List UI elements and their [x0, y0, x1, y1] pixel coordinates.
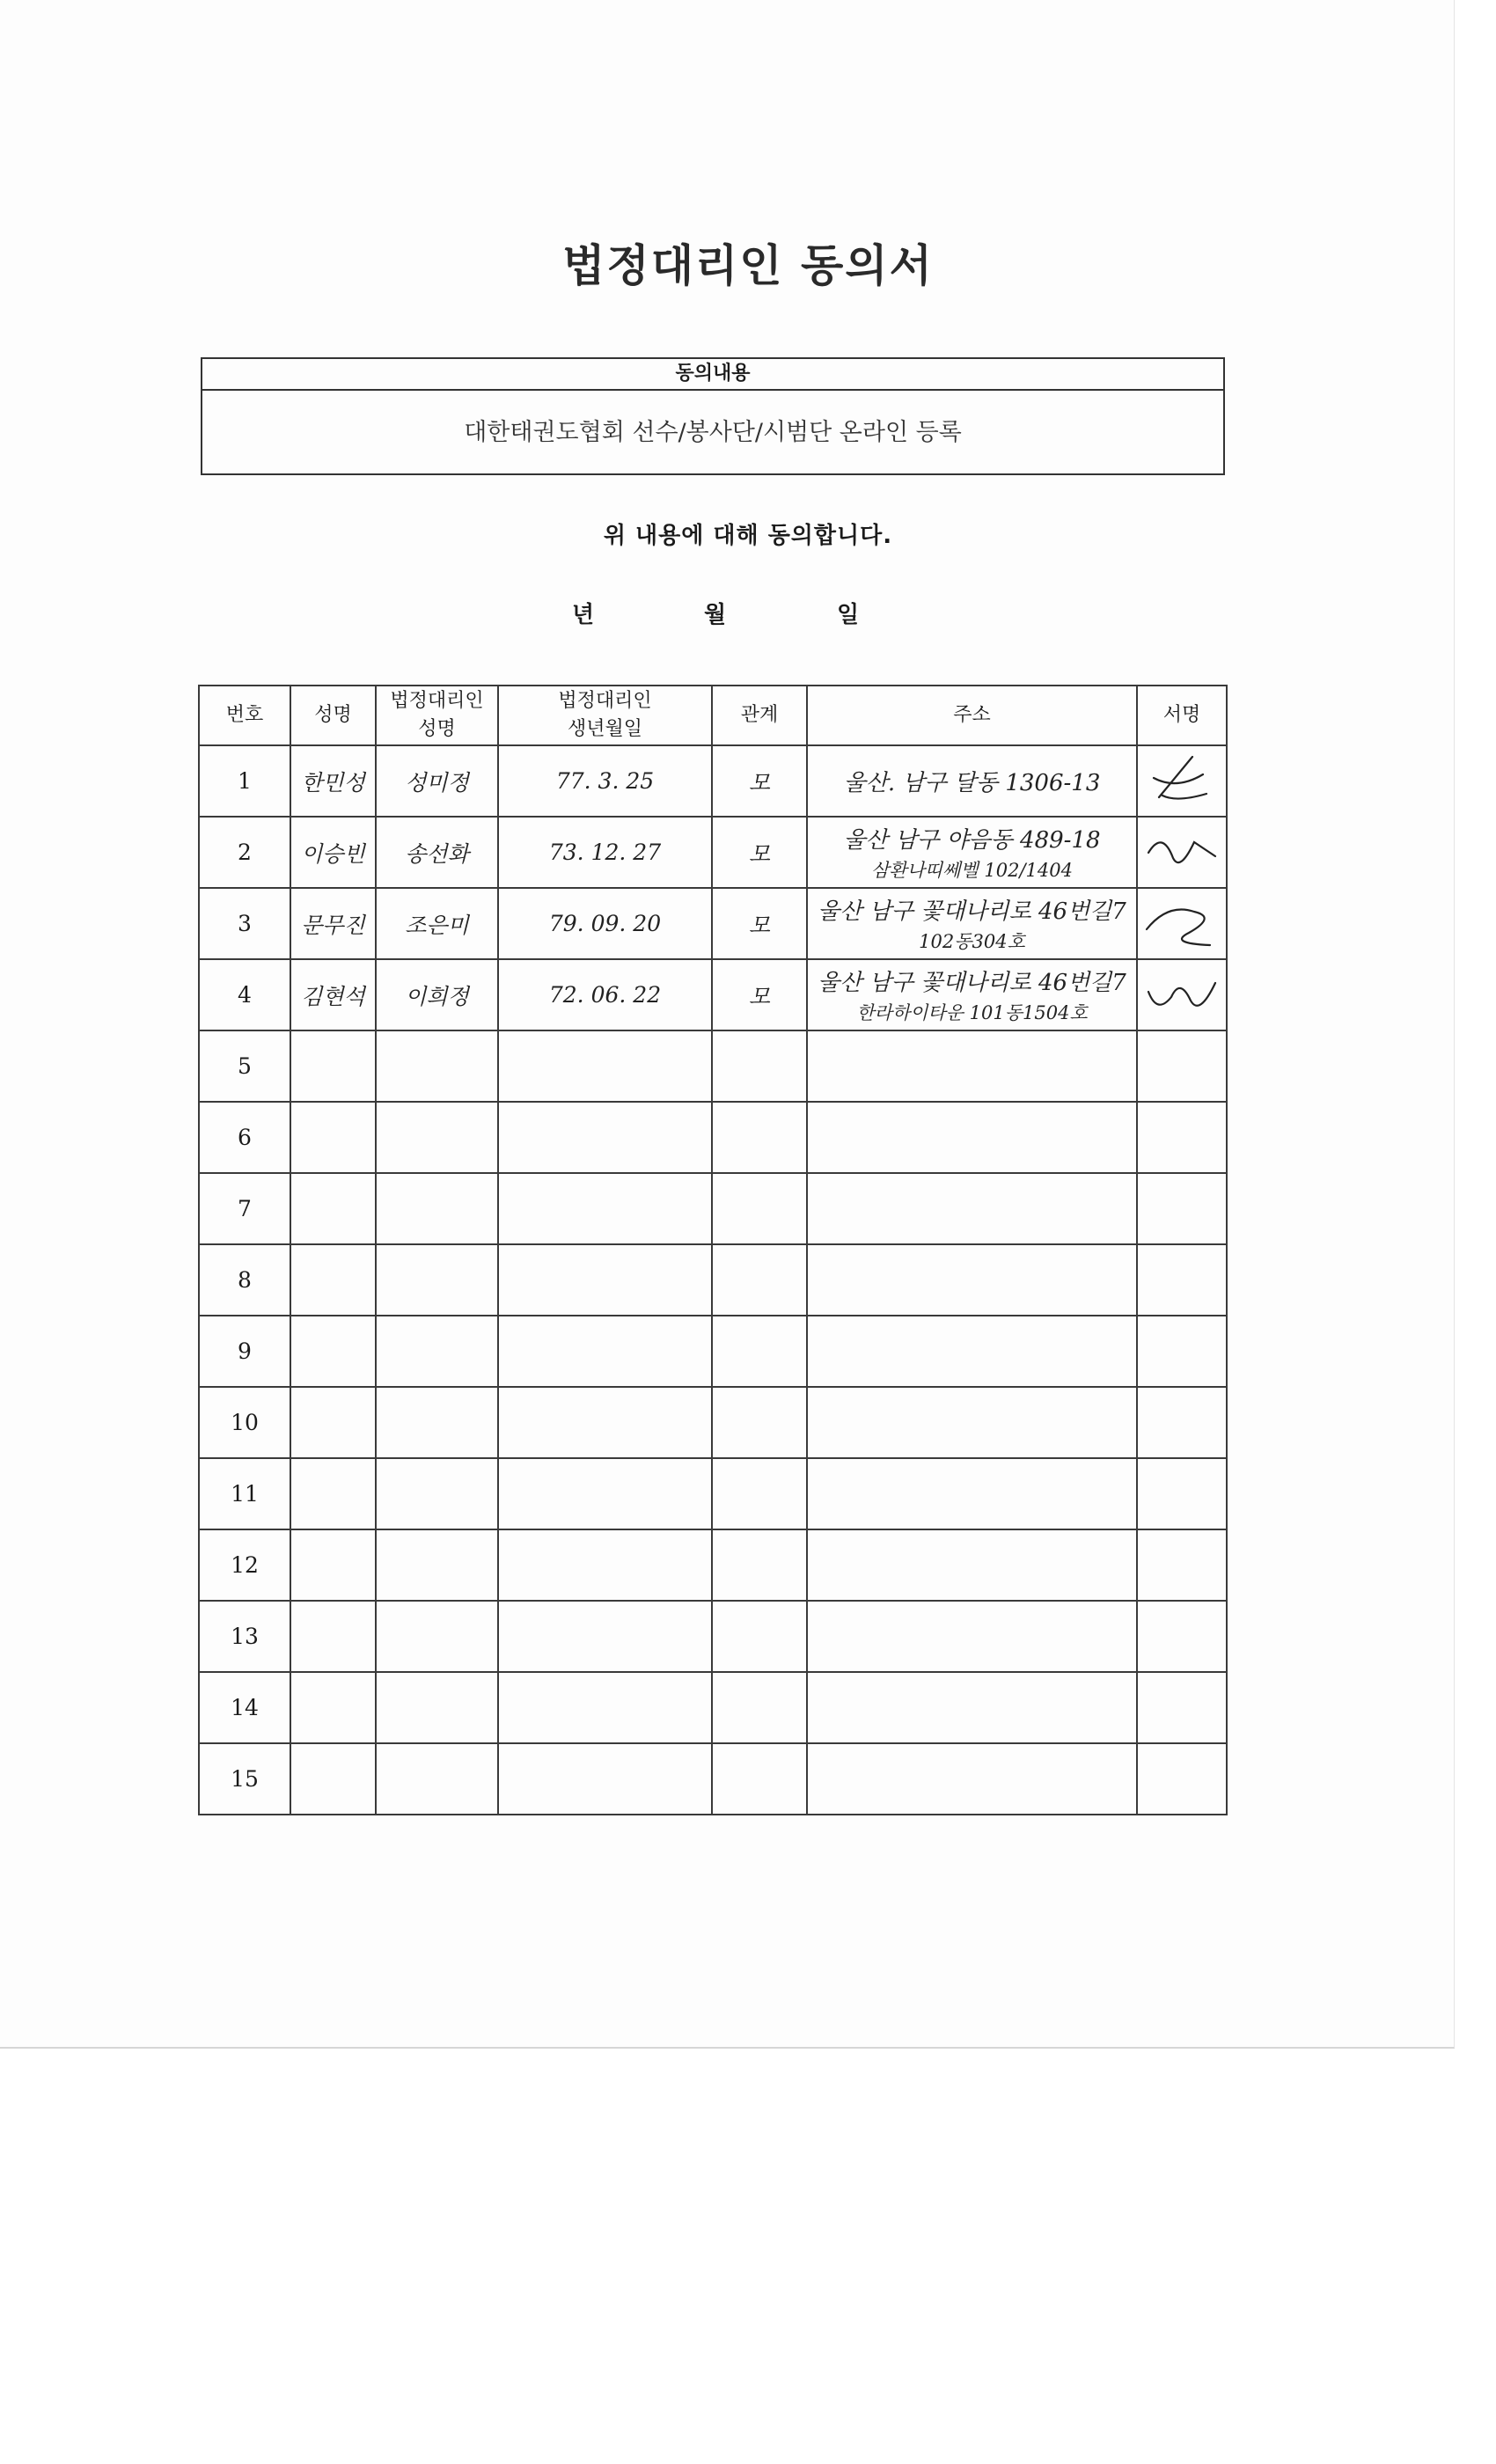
table-row — [199, 1030, 1227, 1102]
row-guardian-birth — [498, 1173, 712, 1244]
row-guardian-name — [376, 1743, 498, 1815]
row-number: 13 — [199, 1601, 290, 1672]
row-number: 2 — [199, 817, 290, 888]
row-guardian-birth — [498, 1102, 712, 1173]
row-signature — [1137, 745, 1227, 817]
row-guardian-name — [376, 1529, 498, 1601]
agreement-statement: 위 내용에 대해 동의합니다. — [603, 523, 893, 549]
row-relation — [712, 1672, 807, 1743]
row-signature — [1137, 1173, 1227, 1244]
row-name — [290, 1743, 376, 1815]
header-relation: 관계 — [712, 686, 807, 745]
row-address — [807, 1244, 1137, 1316]
row-number: 6 — [199, 1102, 290, 1173]
row-name — [290, 1316, 376, 1387]
date-day-label: 일 — [837, 602, 860, 628]
row-guardian-birth — [498, 1244, 712, 1316]
table-row — [199, 1102, 1227, 1173]
row-signature — [1137, 1102, 1227, 1173]
row-address-line2: 한라하이타운 101동1504호 — [856, 1002, 1088, 1023]
row-relation — [712, 1244, 807, 1316]
row-number: 5 — [199, 1030, 290, 1102]
row-signature — [1137, 1458, 1227, 1529]
row-address-line1: 울산 남구 야음동 489-18 — [843, 827, 1101, 854]
table-row — [199, 745, 1227, 817]
row-name: 문무진 — [290, 888, 376, 959]
guardian-table — [198, 685, 1228, 1815]
row-number: 1 — [199, 745, 290, 817]
row-address — [807, 745, 1137, 817]
row-relation — [712, 1529, 807, 1601]
row-signature — [1137, 1743, 1227, 1815]
row-number: 9 — [199, 1316, 290, 1387]
row-signature — [1137, 1316, 1227, 1387]
row-address-line2: 삼환나띠쎄벨 102/1404 — [871, 860, 1073, 881]
row-number: 11 — [199, 1458, 290, 1529]
header-guardian-name — [376, 686, 498, 745]
row-guardian-birth: 77. 3. 25 — [498, 745, 712, 817]
row-relation — [712, 1316, 807, 1387]
row-number: 7 — [199, 1173, 290, 1244]
row-signature — [1137, 1601, 1227, 1672]
row-guardian-birth — [498, 1458, 712, 1529]
row-number: 10 — [199, 1387, 290, 1458]
row-guardian-name — [376, 1458, 498, 1529]
row-address — [807, 817, 1137, 888]
row-relation — [712, 1601, 807, 1672]
row-address-line2: 102동304호 — [919, 931, 1025, 952]
table-header-row — [199, 686, 1227, 745]
table-row — [199, 959, 1227, 1030]
table-row — [199, 1387, 1227, 1458]
row-address-line1: 울산 남구 꽃대나리로 46번길7 — [818, 898, 1126, 925]
row-relation: 모 — [712, 745, 807, 817]
row-number: 8 — [199, 1244, 290, 1316]
row-name: 한민성 — [290, 745, 376, 817]
row-guardian-name — [376, 1244, 498, 1316]
header-address: 주소 — [807, 686, 1137, 745]
row-guardian-birth — [498, 1030, 712, 1102]
row-address — [807, 1316, 1137, 1387]
table-row — [199, 1316, 1227, 1387]
row-guardian-name: 이희정 — [376, 959, 498, 1030]
row-relation — [712, 1743, 807, 1815]
table-row — [199, 1743, 1227, 1815]
row-address-line1: 울산. 남구 달동 1306-13 — [843, 770, 1101, 796]
row-address — [807, 888, 1137, 959]
row-guardian-name: 조은미 — [376, 888, 498, 959]
table-row — [199, 888, 1227, 959]
row-guardian-name — [376, 1102, 498, 1173]
row-signature — [1137, 817, 1227, 888]
row-guardian-birth — [498, 1316, 712, 1387]
row-guardian-name: 송선화 — [376, 817, 498, 888]
row-guardian-name — [376, 1173, 498, 1244]
row-name — [290, 1601, 376, 1672]
row-relation: 모 — [712, 959, 807, 1030]
row-name — [290, 1173, 376, 1244]
row-signature — [1137, 1244, 1227, 1316]
row-guardian-birth — [498, 1387, 712, 1458]
row-relation — [712, 1173, 807, 1244]
header-no: 번호 — [199, 686, 290, 745]
row-guardian-name — [376, 1316, 498, 1387]
row-signature — [1137, 1387, 1227, 1458]
row-address — [807, 1102, 1137, 1173]
row-name: 이승빈 — [290, 817, 376, 888]
row-name — [290, 1672, 376, 1743]
header-signature: 서명 — [1137, 686, 1227, 745]
header-guardian-name-line2: 성명 — [418, 718, 456, 740]
row-address — [807, 1601, 1137, 1672]
row-guardian-birth — [498, 1529, 712, 1601]
date-month-label: 월 — [704, 602, 727, 628]
row-guardian-birth: 73. 12. 27 — [498, 817, 712, 888]
header-guardian-name-line1: 법정대리인 — [390, 690, 484, 713]
handwritten-signature — [1141, 752, 1222, 810]
row-relation: 모 — [712, 888, 807, 959]
row-name — [290, 1458, 376, 1529]
consent-header: 동의내용 — [202, 359, 1223, 391]
row-guardian-birth — [498, 1601, 712, 1672]
row-signature — [1137, 959, 1227, 1030]
row-signature — [1137, 1672, 1227, 1743]
row-address — [807, 1030, 1137, 1102]
row-guardian-birth — [498, 1672, 712, 1743]
table-row — [199, 1529, 1227, 1601]
handwritten-signature — [1141, 823, 1222, 881]
handwritten-signature — [1141, 965, 1222, 1023]
header-guardian-birth-line2: 생년월일 — [567, 718, 642, 740]
document-title: 법정대리인 동의서 — [562, 240, 934, 291]
row-number: 3 — [199, 888, 290, 959]
row-guardian-name — [376, 1672, 498, 1743]
table-row — [199, 1672, 1227, 1743]
row-guardian-birth: 79. 09. 20 — [498, 888, 712, 959]
row-signature — [1137, 1030, 1227, 1102]
table-row — [199, 817, 1227, 888]
row-address — [807, 1672, 1137, 1743]
table-row — [199, 1458, 1227, 1529]
row-relation — [712, 1030, 807, 1102]
table-row — [199, 1173, 1227, 1244]
row-address — [807, 1458, 1137, 1529]
row-address — [807, 1743, 1137, 1815]
row-guardian-name — [376, 1030, 498, 1102]
row-number: 15 — [199, 1743, 290, 1815]
row-name — [290, 1387, 376, 1458]
row-address — [807, 1387, 1137, 1458]
row-signature — [1137, 888, 1227, 959]
row-name: 김현석 — [290, 959, 376, 1030]
row-guardian-birth — [498, 1743, 712, 1815]
row-address — [807, 959, 1137, 1030]
row-relation — [712, 1458, 807, 1529]
row-guardian-birth: 72. 06. 22 — [498, 959, 712, 1030]
row-number: 12 — [199, 1529, 290, 1601]
row-address — [807, 1173, 1137, 1244]
row-relation: 모 — [712, 817, 807, 888]
table-row — [199, 1244, 1227, 1316]
row-name — [290, 1529, 376, 1601]
table-row — [199, 1601, 1227, 1672]
header-name: 성명 — [290, 686, 376, 745]
consent-box — [201, 357, 1225, 475]
header-guardian-birth — [498, 686, 712, 745]
row-relation — [712, 1102, 807, 1173]
row-name — [290, 1102, 376, 1173]
header-guardian-birth-line1: 법정대리인 — [558, 690, 652, 713]
row-guardian-name — [376, 1601, 498, 1672]
date-year-label: 년 — [572, 602, 595, 628]
row-name — [290, 1030, 376, 1102]
row-address — [807, 1529, 1137, 1601]
row-number: 4 — [199, 959, 290, 1030]
row-address-line1: 울산 남구 꽃대나리로 46번길7 — [818, 970, 1126, 996]
row-number: 14 — [199, 1672, 290, 1743]
row-relation — [712, 1387, 807, 1458]
handwritten-signature — [1141, 894, 1222, 952]
row-name — [290, 1244, 376, 1316]
consent-text: 대한태권도협회 선수/봉사단/시범단 온라인 등록 — [464, 419, 962, 446]
row-guardian-name: 성미정 — [376, 745, 498, 817]
row-signature — [1137, 1529, 1227, 1601]
row-guardian-name — [376, 1387, 498, 1458]
